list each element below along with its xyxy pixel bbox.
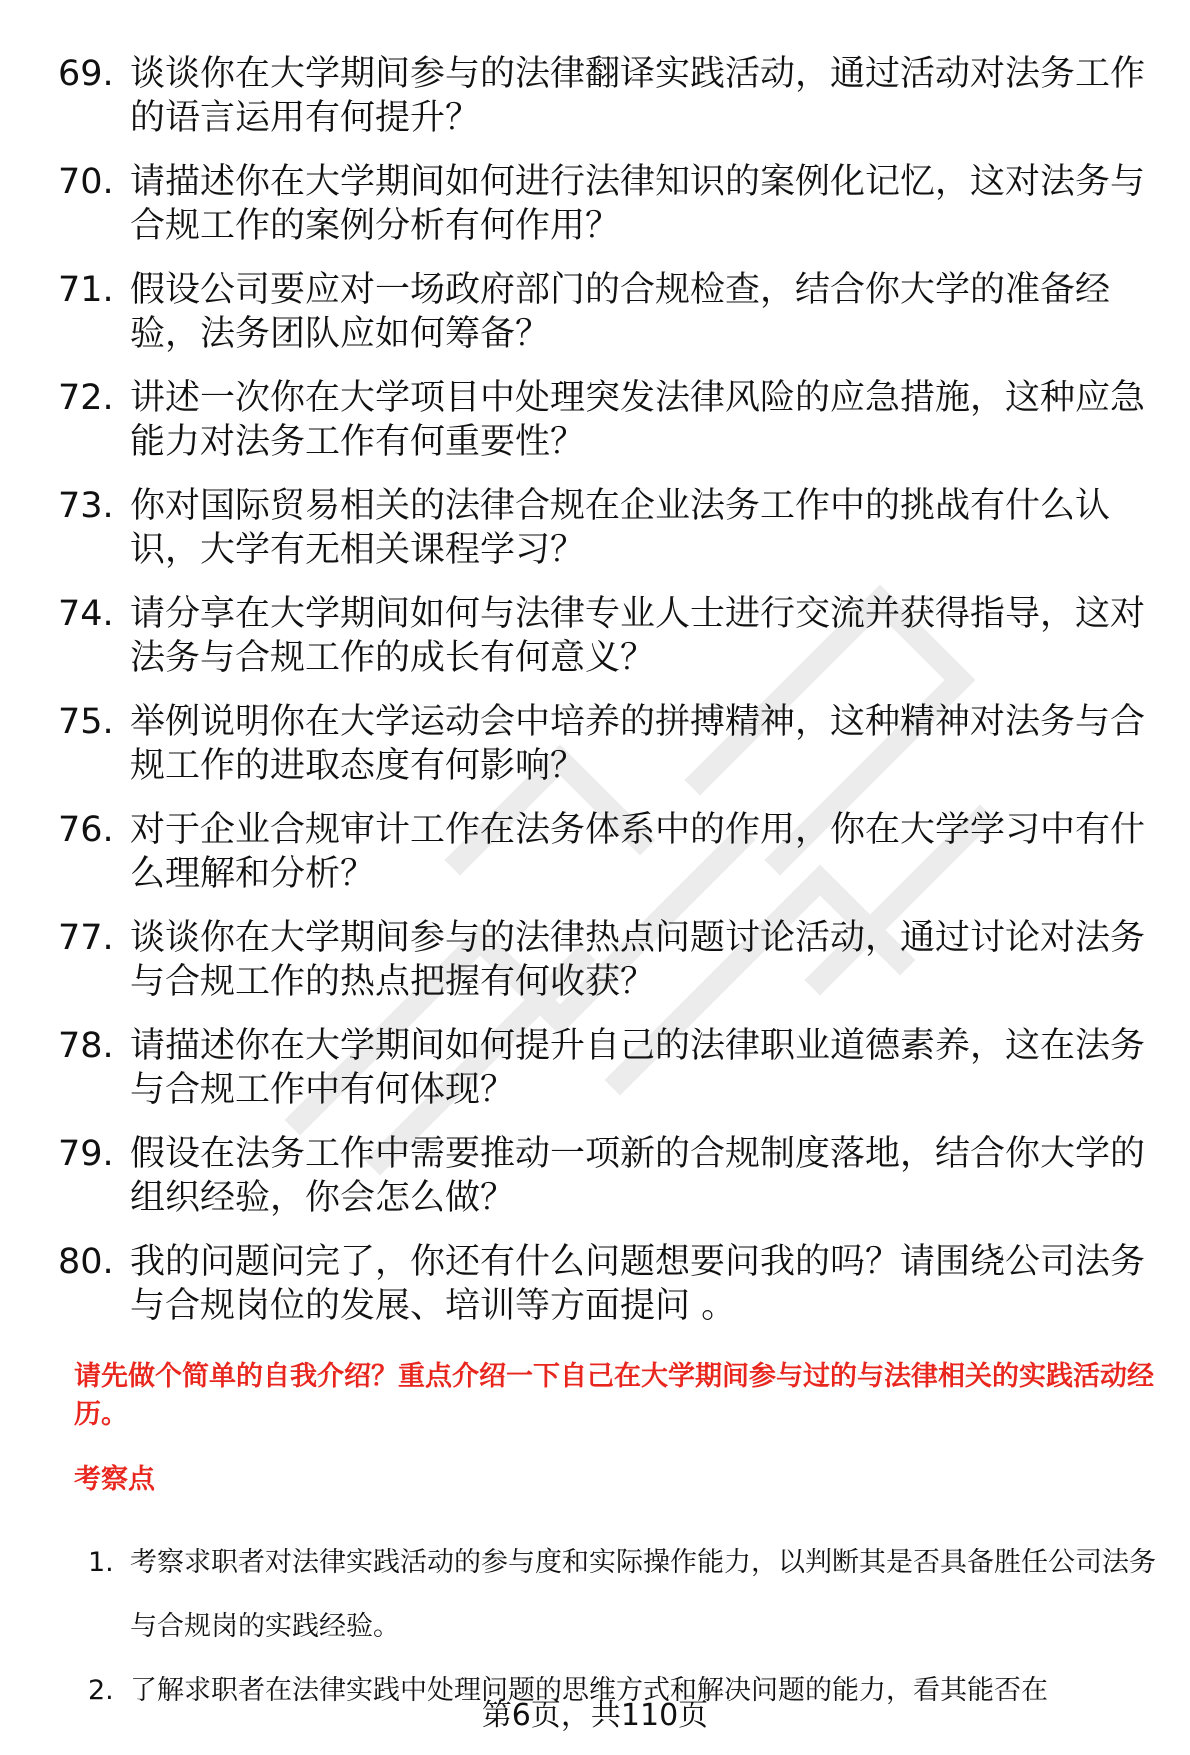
question-number: 75. bbox=[58, 702, 114, 742]
question-number: 74. bbox=[58, 594, 114, 634]
list-item bbox=[58, 160, 1148, 268]
list-item bbox=[58, 376, 1148, 484]
list-item bbox=[58, 1132, 1148, 1240]
question-text: 对于企业合规审计工作在法务体系中的作用，你在大学学习中有什么理解和分析？ bbox=[130, 810, 1146, 894]
list-item bbox=[58, 268, 1148, 376]
point-number: 1. bbox=[88, 1547, 114, 1578]
question-text: 谈谈你在大学期间参与的法律翻译实践活动，通过活动对法务工作的语言运用有何提升？ bbox=[130, 54, 1146, 138]
question-number: 77. bbox=[58, 918, 114, 958]
list-item bbox=[58, 808, 1148, 916]
question-text: 我的问题问完了，你还有什么问题想要问我的吗？请围绕公司法务与合规岗位的发展、培训等方面提问 。 bbox=[130, 1242, 1146, 1326]
question-list bbox=[58, 52, 1148, 1348]
section-heading: 请先做个简单的自我介绍？重点介绍一下自己在大学期间参与过的与法律相关的实践活动经历。 bbox=[74, 1361, 1154, 1430]
question-number: 71. bbox=[58, 270, 114, 310]
point-text: 考察求职者对法律实践活动的参与度和实际操作能力，以判断其是否具备胜任公司法务与合规岗的实践经验。 bbox=[130, 1547, 1156, 1642]
question-number: 78. bbox=[58, 1026, 114, 1066]
question-text: 讲述一次你在大学项目中处理突发法律风险的应急措施，这种应急能力对法务工作有何重要性？ bbox=[130, 378, 1146, 462]
question-text: 请描述你在大学期间如何提升自己的法律职业道德素养，这在法务与合规工作中有何体现？ bbox=[130, 1026, 1146, 1110]
page-footer: 第6页，共110页 bbox=[481, 1698, 709, 1733]
question-text: 请分享在大学期间如何与法律专业人士进行交流并获得指导，这对法务与合规工作的成长有何意义？ bbox=[130, 594, 1146, 678]
point-text: 了解求职者在法律实践中处理问题的思维方式和解决问题的能力，看其能否在 bbox=[130, 1675, 1048, 1706]
list-item bbox=[58, 1240, 1148, 1348]
point-number: 2. bbox=[88, 1675, 114, 1706]
question-text: 谈谈你在大学期间参与的法律热点问题讨论活动，通过讨论对法务与合规工作的热点把握有何收获？ bbox=[130, 918, 1146, 1002]
section-label: 考察点 bbox=[74, 1464, 155, 1495]
question-number: 80. bbox=[58, 1242, 114, 1282]
question-number: 70. bbox=[58, 162, 114, 202]
question-text: 假设在法务工作中需要推动一项新的合规制度落地，结合你大学的组织经验，你会怎么做？ bbox=[130, 1134, 1146, 1218]
question-number: 79. bbox=[58, 1134, 114, 1174]
question-number: 76. bbox=[58, 810, 114, 850]
list-item bbox=[58, 592, 1148, 700]
question-number: 72. bbox=[58, 378, 114, 418]
question-text: 你对国际贸易相关的法律合规在企业法务工作中的挑战有什么认识，大学有无相关课程学习？ bbox=[130, 486, 1111, 570]
question-number: 69. bbox=[58, 54, 114, 94]
list-item bbox=[58, 916, 1148, 1024]
list-item bbox=[58, 1024, 1148, 1132]
question-number: 73. bbox=[58, 486, 114, 526]
evaluation-points-list bbox=[88, 1531, 1160, 1723]
list-item bbox=[88, 1531, 1160, 1659]
question-text: 举例说明你在大学运动会中培养的拼搏精神，这种精神对法务与合规工作的进取态度有何影响？ bbox=[130, 702, 1146, 786]
list-item bbox=[58, 52, 1148, 160]
list-item bbox=[58, 700, 1148, 808]
list-item bbox=[58, 484, 1148, 592]
question-text: 请描述你在大学期间如何进行法律知识的案例化记忆，这对法务与合规工作的案例分析有何作用？ bbox=[130, 162, 1146, 246]
question-text: 假设公司要应对一场政府部门的合规检查，结合你大学的准备经验，法务团队应如何筹备？ bbox=[130, 270, 1111, 354]
